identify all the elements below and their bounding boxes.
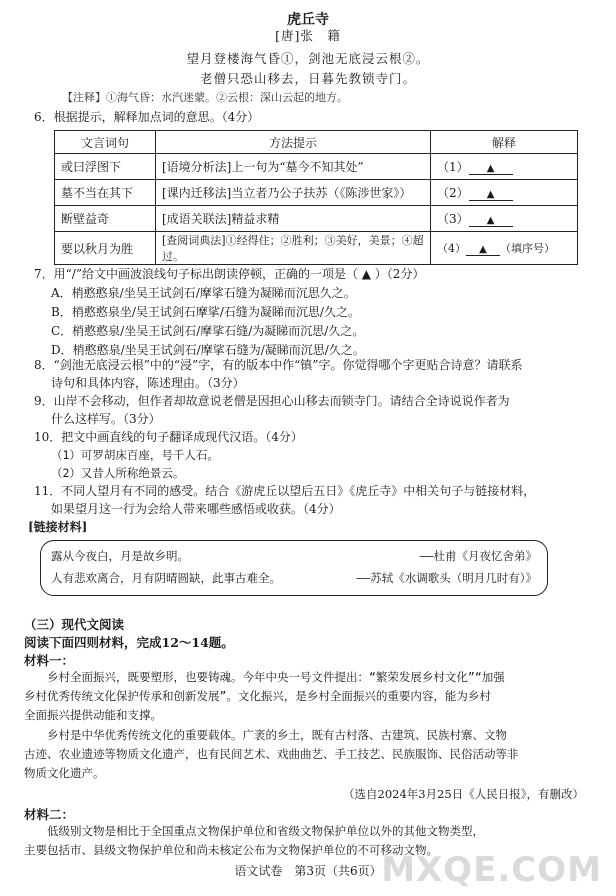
q6-answer-blank[interactable] — [469, 186, 513, 201]
link-row — [51, 570, 537, 588]
watermark-logo: MXQE.COM — [381, 850, 602, 890]
q6-answer-num: （2） — [437, 186, 469, 200]
para-line: 古迹、农业遗迹等物质文化遗产，也有民间艺术、戏曲曲艺、手工技艺、民族服饰、民俗活动等非 — [24, 747, 519, 761]
para-line: 物质文化遗产。 — [24, 766, 105, 780]
triangle-icon: ▲ — [486, 189, 495, 200]
q7-option-c[interactable]: C．梢憨憨泉/坐吴王试剑石/摩挲石缝/为凝睇而沉思/久之。 — [51, 324, 365, 338]
q7-stem: 7．用“/”给文中画波浪线句子标出朗读停顿，正确的一项是（ ▲ ）（2分） — [34, 267, 425, 281]
para-line: 乡村全面振兴，既要塑形，也要铸魂。今年中央一号文件提出：“繁荣发展乡村文化”“加强 — [24, 670, 505, 684]
material-1-source: （选自2024年3月25日《人民日报》，有删改） — [343, 787, 584, 801]
triangle-icon: ▲ — [486, 215, 495, 226]
q6-answer-cell[interactable] — [431, 232, 578, 265]
q6-phrase: 墓不当在其下 — [55, 180, 156, 206]
para-line: 全面振兴提供动能和支撑。 — [24, 708, 162, 722]
q6-table — [54, 130, 578, 265]
material-1-para-1 — [24, 668, 592, 725]
q6-answer-cell[interactable] — [431, 180, 578, 206]
q11-line-1: 11．不同人望月有不同的感受。结合《游虎丘以望后五日》《虎丘寺》中相关句子与链接材料， — [34, 484, 536, 498]
q6-answer-cell[interactable] — [431, 154, 578, 180]
para-line: 主要包括市、县级文物保护单位和尚未核定公布为文物保护单位的不可移动文物。 — [24, 843, 438, 857]
poem-line-2: 老僧只恐山移去，日暮先教锁寺门。 — [199, 71, 416, 86]
q6-answer-blank[interactable] — [466, 242, 500, 256]
q7-option-d[interactable]: D．梢憨憨泉/坐吴王试剑石/摩挲石缝为/凝睇而沉思/久之。 — [51, 343, 365, 357]
q6-answer-num: （3） — [437, 212, 469, 226]
q9-line-2: 什么这样写。（3分） — [51, 412, 161, 426]
poem-note: 【注释】①海气昏：水汽迷蒙。②云根：深山云起的地方。 — [62, 91, 348, 104]
q6-header: 解释 — [431, 131, 578, 154]
q6-answer-num: （4） — [437, 242, 466, 255]
material-1-para-2 — [24, 726, 592, 783]
q7-option-b[interactable]: B．梢憨憨泉坐/吴王试剑石摩挲/石缝为凝睇而沉思/久之。 — [51, 305, 360, 319]
link-label: [链接材料] — [28, 520, 88, 534]
table-row — [55, 154, 578, 180]
link-material-box — [40, 540, 548, 596]
q6-header: 文言词句 — [55, 131, 156, 154]
q9-line-1: 9．山岸不会移动，但作者却故意说老僧是因担心山移去而锁寺门。请结合全诗说说作者为 — [34, 394, 510, 408]
poem-title: 虎丘寺 — [287, 12, 329, 28]
q8-line-1: 8．“剑池无底浸云根”中的“浸”字，有的版本中作“镇”字。你觉得哪个字更贴合诗意？请联系 — [34, 358, 523, 372]
q11-line-2: 如果望月这一行为会给人带来哪些感悟或收获。（4分） — [51, 502, 341, 516]
q6-phrase: 断壁益奇 — [55, 206, 156, 232]
q6-answer-blank[interactable] — [469, 160, 513, 175]
q6-answer-num: （1） — [437, 160, 469, 174]
q6-hint: [语境分析法]上一句为“墓今不知其处” — [156, 154, 431, 180]
q6-stem: 6．根据提示，解释加点词的意思。（4分） — [34, 110, 260, 124]
table-row — [55, 206, 578, 232]
q6-phrase: 或曰浮图下 — [55, 154, 156, 180]
q6-phrase: 要以秋月为胜 — [55, 232, 156, 265]
table-row — [55, 232, 578, 265]
q6-hint: [成语关联法]精益求精 — [156, 206, 431, 232]
q6-answer-extra: （填序号） — [500, 242, 555, 255]
link-row — [51, 548, 537, 566]
q6-header-row — [55, 131, 578, 154]
triangle-icon: ▲ — [486, 163, 495, 174]
q10-stem: 10．把文中画直线的句子翻译成现代汉语。（4分） — [34, 430, 303, 444]
link-quote: 人有悲欢离合，月有阴晴圆缺，此事古难全。 — [51, 571, 281, 585]
q6-answer-cell[interactable] — [431, 206, 578, 232]
para-line: 低级别文物是相比于全国重点文物保护单位和省级文物保护单位以外的其他文物类型， — [24, 824, 484, 838]
q6-hint: [课内迁移法]当立者乃公子扶苏（《陈涉世家》） — [156, 180, 431, 206]
q6-answer-blank[interactable] — [469, 212, 513, 227]
para-line: 乡村优秀传统文化保护传承和创新发展”。文化振兴，是乡村全面振兴的重要内容，能为乡村 — [24, 689, 491, 703]
link-source: ——苏轼《水调歌头（明月几时有）》 — [356, 571, 537, 585]
link-source: ——杜甫《月夜忆舍弟》 — [419, 549, 537, 563]
q6-header: 方法提示 — [156, 131, 431, 154]
para-line: 乡村是中华优秀传统文化的重要载体。广袤的乡土，既有古村落、古建筑、民族村寨、文物 — [24, 728, 507, 742]
section-title: （三）现代文阅读 — [24, 617, 125, 632]
page-footer: 语文试卷 第3页（共6页） — [234, 864, 382, 878]
q10-item-1: （1）可罗胡床百座，号千人石。 — [51, 448, 219, 462]
poem-author: [唐]张 籍 — [275, 28, 341, 43]
material-1-label: 材料一： — [24, 653, 75, 668]
q8-line-2: 诗句和具体内容，陈述理由。（3分） — [51, 376, 245, 390]
poem-line-1: 望月登楼海气昏①，剑池无底浸云根②。 — [186, 51, 430, 66]
link-quote: 露从今夜白，月是故乡明。 — [51, 549, 189, 563]
triangle-icon: ▲ — [479, 244, 487, 255]
q10-item-2: （2）又昔人所称绝景云。 — [51, 466, 185, 480]
material-2-label: 材料二： — [24, 807, 75, 822]
q6-hint: [查阅词典法]①经得住；②胜利；③美好，美景；④超过。 — [156, 232, 431, 265]
table-row — [55, 180, 578, 206]
q7-option-a[interactable]: A．梢憨憨泉/坐吴王试剑石/摩挲石缝为凝睇而沉思久之。 — [51, 286, 356, 300]
section-instruction: 阅读下面四则材料，完成12～14题。 — [24, 635, 234, 650]
